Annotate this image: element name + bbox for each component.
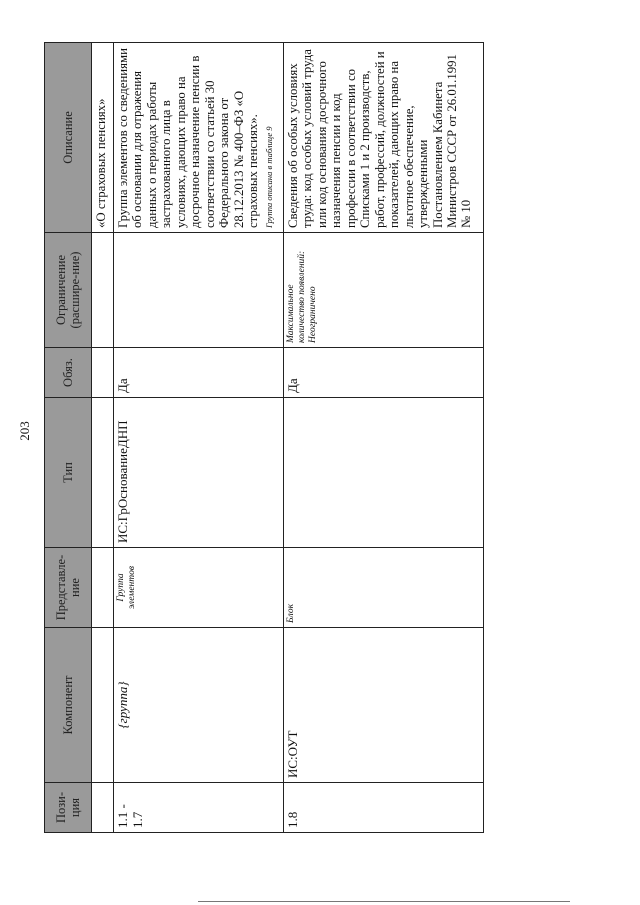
row-position: 1.8 xyxy=(284,783,484,833)
row-restriction xyxy=(114,233,284,348)
row-representation: Группа элементов xyxy=(114,548,284,628)
table-row xyxy=(114,43,284,833)
row-position: 1.1 - 1.7 xyxy=(114,783,284,833)
page-number: 203 xyxy=(17,421,32,441)
header-row xyxy=(45,43,92,833)
row-component: {группа} xyxy=(114,628,284,783)
row-description xyxy=(114,43,284,233)
header-representation: Представле-ние xyxy=(45,548,92,628)
continuation-row xyxy=(92,43,114,833)
rotated-table-container xyxy=(44,43,484,833)
page-edge-line xyxy=(198,901,570,902)
row-component: ИС:ОУТ xyxy=(284,628,484,783)
table-row xyxy=(284,43,484,833)
header-component: Компонент xyxy=(45,628,92,783)
row-required: Да xyxy=(114,348,284,398)
header-description: Описание xyxy=(45,43,92,233)
row-type: ИС:ГрОснованиеДНП xyxy=(114,398,284,548)
row-representation: Блок xyxy=(284,548,484,628)
row-type xyxy=(284,398,484,548)
header-required: Обяз. xyxy=(45,348,92,398)
row-required: Да xyxy=(284,348,484,398)
header-type: Тип xyxy=(45,398,92,548)
header-restriction: Ограничение (расшире-ние) xyxy=(45,233,92,348)
header-position: Пози-ция xyxy=(45,783,92,833)
row-restriction: Максимальное количество появлений: Неограничено xyxy=(284,233,484,348)
row-description-text: Группа элементов со сведениями об основании для отражения данных о периодах работы застрахованного лица в условиях, дающих право на досрочное назначение пенсии в соответствии со статьей 30 Федерального закона от 28.12.2013 № 400–ФЗ «О страховых пенсиях». xyxy=(116,48,261,228)
row-note: Группа описана в таблице 9 xyxy=(263,126,274,228)
row-description: Сведения об особых условиях труда: код особых условий труда или код основания досрочного назначения пенсии и код профессии в соответствии со Списками 1 и 2 производств, работ, профессий, должностей и показателей, дающих право на льготное обеспечение, утвержденными Постановлением Кабинета Министров СССР от 26.01.1991 № 10 xyxy=(284,43,484,233)
elements-table xyxy=(44,42,484,833)
continuation-text: «О страховых пенсиях» xyxy=(92,43,114,233)
